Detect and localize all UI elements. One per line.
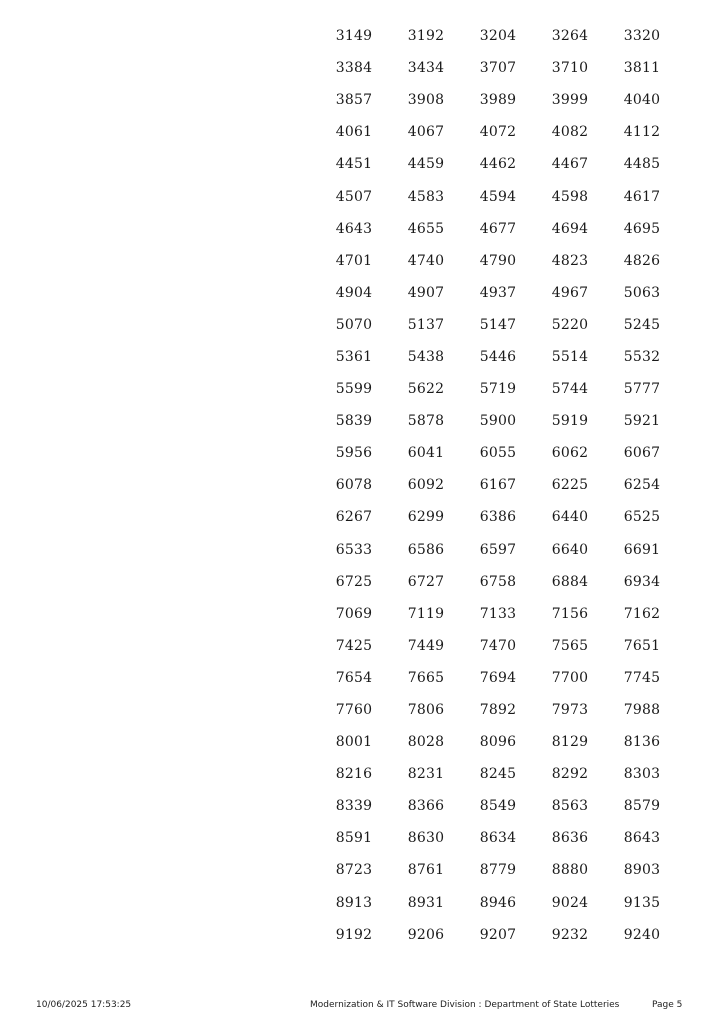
number-cell: 8630 [407, 830, 445, 847]
number-cell: 6691 [623, 541, 661, 558]
table-row [318, 566, 678, 598]
number-cell: 8292 [551, 766, 589, 783]
number-cell: 4826 [623, 252, 661, 269]
number-cell: 4740 [407, 252, 445, 269]
number-cell: 7162 [623, 605, 661, 622]
table-row [318, 52, 678, 84]
number-cell: 6055 [479, 445, 517, 462]
number-cell: 3149 [335, 28, 373, 45]
number-cell: 6386 [479, 509, 517, 526]
number-cell: 4694 [551, 220, 589, 237]
table-row [318, 598, 678, 630]
number-cell: 4594 [479, 188, 517, 205]
number-cell: 8913 [335, 894, 373, 911]
table-row [318, 148, 678, 180]
table-row [318, 887, 678, 919]
number-cell: 3204 [479, 28, 517, 45]
number-cell: 6267 [335, 509, 373, 526]
number-cell: 9192 [335, 926, 373, 943]
number-cell: 4907 [407, 284, 445, 301]
table-row [318, 662, 678, 694]
number-cell: 8563 [551, 798, 589, 815]
number-cell: 8001 [335, 734, 373, 751]
winning-numbers-body [318, 20, 678, 951]
number-cell: 9207 [479, 926, 517, 943]
number-cell: 4507 [335, 188, 373, 205]
number-cell: 3908 [407, 92, 445, 109]
number-cell: 4701 [335, 252, 373, 269]
number-cell: 6884 [551, 573, 589, 590]
number-cell: 8028 [407, 734, 445, 751]
table-row [318, 437, 678, 469]
number-cell: 4072 [479, 124, 517, 141]
number-cell: 8549 [479, 798, 517, 815]
number-cell: 5361 [335, 348, 373, 365]
number-cell: 8931 [407, 894, 445, 911]
number-cell: 3192 [407, 28, 445, 45]
number-cell: 8634 [479, 830, 517, 847]
number-cell: 5220 [551, 316, 589, 333]
number-cell: 6525 [623, 509, 661, 526]
table-row [318, 726, 678, 758]
number-cell: 4112 [623, 124, 661, 141]
table-row [318, 277, 678, 309]
number-cell: 5956 [335, 445, 373, 462]
number-cell: 6758 [479, 573, 517, 590]
number-cell: 7069 [335, 605, 373, 622]
number-cell: 5446 [479, 348, 517, 365]
footer-division: Modernization & IT Software Division : Department of State Lotteries [310, 1000, 620, 1010]
table-row [318, 180, 678, 212]
number-cell: 6725 [335, 573, 373, 590]
table-row [318, 758, 678, 790]
table-row [318, 822, 678, 854]
number-cell: 5744 [551, 381, 589, 398]
number-cell: 6597 [479, 541, 517, 558]
number-cell: 6078 [335, 477, 373, 494]
number-cell: 8636 [551, 830, 589, 847]
number-cell: 4617 [623, 188, 661, 205]
number-cell: 6299 [407, 509, 445, 526]
number-cell: 8880 [551, 862, 589, 879]
number-cell: 8723 [335, 862, 373, 879]
number-cell: 8216 [335, 766, 373, 783]
number-cell: 7760 [335, 702, 373, 719]
number-cell: 5137 [407, 316, 445, 333]
number-cell: 5777 [623, 381, 661, 398]
table-row [318, 501, 678, 533]
number-cell: 6254 [623, 477, 661, 494]
number-cell: 5878 [407, 413, 445, 430]
number-cell: 5514 [551, 348, 589, 365]
table-row [318, 630, 678, 662]
number-cell: 9024 [551, 894, 589, 911]
number-cell: 5147 [479, 316, 517, 333]
number-cell: 7892 [479, 702, 517, 719]
number-cell: 3811 [623, 60, 661, 77]
number-cell: 8779 [479, 862, 517, 879]
number-cell: 6041 [407, 445, 445, 462]
table-row [318, 405, 678, 437]
number-cell: 6062 [551, 445, 589, 462]
number-cell: 8761 [407, 862, 445, 879]
number-cell: 7425 [335, 637, 373, 654]
number-cell: 8946 [479, 894, 517, 911]
number-cell: 7745 [623, 669, 661, 686]
number-cell: 7470 [479, 637, 517, 654]
number-cell: 7665 [407, 669, 445, 686]
number-cell: 9240 [623, 926, 661, 943]
number-cell: 8231 [407, 766, 445, 783]
number-cell: 6167 [479, 477, 517, 494]
number-cell: 5900 [479, 413, 517, 430]
table-row [318, 84, 678, 116]
number-cell: 9135 [623, 894, 661, 911]
number-cell: 3264 [551, 28, 589, 45]
footer-timestamp: 10/06/2025 17:53:25 [36, 1000, 132, 1010]
number-cell: 7651 [623, 637, 661, 654]
number-cell: 7806 [407, 702, 445, 719]
number-cell: 5070 [335, 316, 373, 333]
number-cell: 4677 [479, 220, 517, 237]
number-cell: 5622 [407, 381, 445, 398]
number-cell: 6225 [551, 477, 589, 494]
number-cell: 4790 [479, 252, 517, 269]
table-row [318, 694, 678, 726]
number-cell: 4643 [335, 220, 373, 237]
number-cell: 3320 [623, 28, 661, 45]
number-cell: 3999 [551, 92, 589, 109]
number-cell: 7449 [407, 637, 445, 654]
table-row [318, 854, 678, 886]
number-cell: 6586 [407, 541, 445, 558]
number-cell: 8643 [623, 830, 661, 847]
number-cell: 6440 [551, 509, 589, 526]
number-cell: 7133 [479, 605, 517, 622]
number-cell: 7156 [551, 605, 589, 622]
number-cell: 7654 [335, 669, 373, 686]
number-cell: 6640 [551, 541, 589, 558]
winning-numbers-table [318, 20, 678, 951]
number-cell: 6727 [407, 573, 445, 590]
number-cell: 5719 [479, 381, 517, 398]
number-cell: 4451 [335, 156, 373, 173]
number-cell: 4040 [623, 92, 661, 109]
number-cell: 8591 [335, 830, 373, 847]
number-cell: 6934 [623, 573, 661, 590]
number-cell: 8339 [335, 798, 373, 815]
number-cell: 7119 [407, 605, 445, 622]
table-row [318, 373, 678, 405]
number-cell: 5919 [551, 413, 589, 430]
table-row [318, 534, 678, 566]
number-cell: 3384 [335, 60, 373, 77]
number-cell: 4459 [407, 156, 445, 173]
number-cell: 5245 [623, 316, 661, 333]
table-row [318, 309, 678, 341]
number-cell: 4967 [551, 284, 589, 301]
number-cell: 8245 [479, 766, 517, 783]
table-row [318, 341, 678, 373]
number-cell: 8303 [623, 766, 661, 783]
table-row [318, 116, 678, 148]
number-cell: 4082 [551, 124, 589, 141]
number-cell: 4904 [335, 284, 373, 301]
number-cell: 5599 [335, 381, 373, 398]
number-cell: 8579 [623, 798, 661, 815]
number-cell: 4583 [407, 188, 445, 205]
number-cell: 8136 [623, 734, 661, 751]
table-row [318, 790, 678, 822]
number-cell: 8096 [479, 734, 517, 751]
number-cell: 5921 [623, 413, 661, 430]
number-cell: 5839 [335, 413, 373, 430]
number-cell: 4695 [623, 220, 661, 237]
table-row [318, 469, 678, 501]
number-cell: 9206 [407, 926, 445, 943]
number-cell: 3434 [407, 60, 445, 77]
page-footer [0, 1000, 724, 1016]
number-cell: 7700 [551, 669, 589, 686]
number-cell: 8129 [551, 734, 589, 751]
number-cell: 6067 [623, 445, 661, 462]
number-cell: 9232 [551, 926, 589, 943]
number-cell: 4598 [551, 188, 589, 205]
number-cell: 8366 [407, 798, 445, 815]
table-row [318, 213, 678, 245]
number-cell: 6092 [407, 477, 445, 494]
number-cell: 4823 [551, 252, 589, 269]
number-cell: 6533 [335, 541, 373, 558]
number-cell: 3989 [479, 92, 517, 109]
number-cell: 4485 [623, 156, 661, 173]
number-cell: 7565 [551, 637, 589, 654]
number-cell: 4937 [479, 284, 517, 301]
number-cell: 7973 [551, 702, 589, 719]
number-cell: 4655 [407, 220, 445, 237]
number-cell: 8903 [623, 862, 661, 879]
number-cell: 4467 [551, 156, 589, 173]
number-cell: 4462 [479, 156, 517, 173]
number-cell: 4067 [407, 124, 445, 141]
number-cell: 3857 [335, 92, 373, 109]
number-cell: 3710 [551, 60, 589, 77]
number-cell: 3707 [479, 60, 517, 77]
number-cell: 7694 [479, 669, 517, 686]
table-row [318, 20, 678, 52]
number-cell: 4061 [335, 124, 373, 141]
table-row [318, 245, 678, 277]
footer-page-number: Page 5 [652, 1000, 683, 1010]
number-cell: 5438 [407, 348, 445, 365]
number-cell: 7988 [623, 702, 661, 719]
number-cell: 5532 [623, 348, 661, 365]
number-cell: 5063 [623, 284, 661, 301]
table-row [318, 919, 678, 951]
